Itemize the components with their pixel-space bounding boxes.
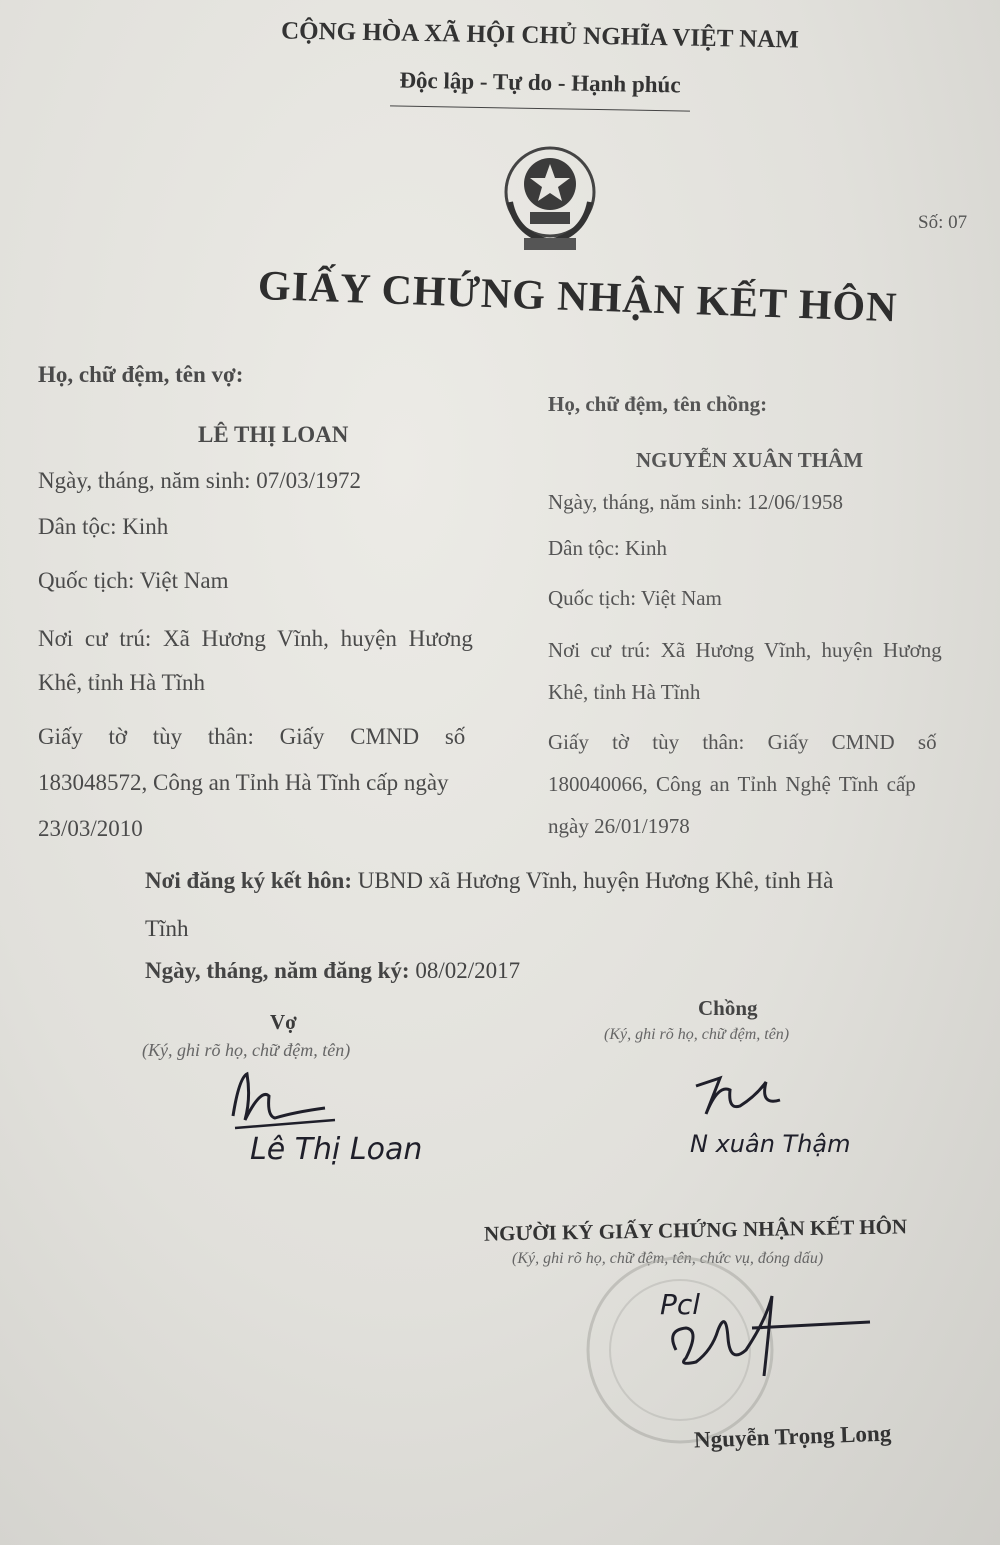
wife-dob: Ngày, tháng, năm sinh: 07/03/1972 (38, 468, 362, 493)
husband-dob: Ngày, tháng, năm sinh: 12/06/1958 (548, 490, 843, 514)
document-title: GIẤY CHỨNG NHẬN KẾT HÔN (257, 263, 899, 332)
registration-place-label: Nơi đăng ký kết hôn: (145, 868, 353, 893)
wife-residence-line-1: Nơi cư trú: Xã Hương Vĩnh, huyện Hương (38, 626, 473, 651)
husband-signature-caption: (Ký, ghi rõ họ, chữ đệm, tên) (604, 1026, 790, 1043)
wife-residence-line-2: Khê, tỉnh Hà Tĩnh (38, 670, 205, 695)
wife-id-line-1: Giấy tờ tùy thân: Giấy CMND số (38, 724, 466, 749)
registration-date-label: Ngày, tháng, năm đăng ký: (145, 958, 410, 983)
official-signature-mark (656, 1280, 886, 1390)
national-motto: Độc lập - Tự do - Hạnh phúc (399, 67, 681, 98)
registration-date-row (145, 958, 520, 984)
registration-place-row (145, 868, 833, 894)
registration-date-value: 08/02/2017 (415, 958, 521, 983)
husband-ethnicity: Dân tộc: Kinh (548, 536, 667, 560)
signer-title: NGƯỜI KÝ GIẤY CHỨNG NHẬN KẾT HÔN (483, 1214, 908, 1246)
husband-signed-name: N xuân Thậm (690, 1130, 851, 1158)
signer-caption: (Ký, ghi rõ họ, chữ đệm, tên, chức vụ, đóng dấu) (512, 1250, 824, 1267)
national-emblem-icon (494, 142, 606, 254)
national-title: CỘNG HÒA XÃ HỘI CHỦ NGHĨA VIỆT NAM (280, 17, 800, 54)
husband-id-line-2: 180040066, Công an Tỉnh Nghệ Tĩnh cấp (548, 772, 916, 796)
husband-heading: Họ, chữ đệm, tên chồng: (548, 392, 768, 416)
motto-underline (390, 105, 690, 111)
husband-id-line-3: ngày 26/01/1978 (548, 814, 690, 838)
registration-place-value: UBND xã Hương Vĩnh, huyện Hương Khê, tỉnh Hà (357, 868, 834, 893)
wife-nationality: Quốc tịch: Việt Nam (38, 568, 229, 593)
wife-signature-mark (225, 1068, 345, 1138)
husband-signature-mark (690, 1066, 800, 1126)
serial-number: Số: 07 (918, 212, 968, 233)
wife-signed-name: Lê Thị Loan (250, 1132, 423, 1167)
wife-heading: Họ, chữ đệm, tên vợ: (38, 362, 244, 387)
husband-nationality: Quốc tịch: Việt Nam (548, 586, 722, 610)
wife-id-line-3: 23/03/2010 (38, 816, 143, 841)
wife-ethnicity: Dân tộc: Kinh (38, 514, 169, 539)
husband-id-line-1: Giấy tờ tùy thân: Giấy CMND số (548, 730, 937, 754)
wife-signature-label: Vợ (270, 1010, 297, 1034)
signer-prefix: Pcl (660, 1288, 701, 1321)
husband-name: NGUYỄN XUÂN THÂM (636, 448, 864, 472)
husband-residence-line-1: Nơi cư trú: Xã Hương Vĩnh, huyện Hương (548, 638, 942, 662)
wife-name: LÊ THỊ LOAN (198, 422, 349, 447)
husband-residence-line-2: Khê, tỉnh Hà Tĩnh (548, 680, 701, 704)
registration-place-continued: Tĩnh (145, 916, 189, 941)
husband-signature-label: Chồng (698, 996, 758, 1020)
signer-name: Nguyễn Trọng Long (693, 1420, 892, 1453)
wife-signature-caption: (Ký, ghi rõ họ, chữ đệm, tên) (142, 1040, 351, 1060)
wife-id-line-2: 183048572, Công an Tỉnh Hà Tĩnh cấp ngày (38, 770, 449, 795)
